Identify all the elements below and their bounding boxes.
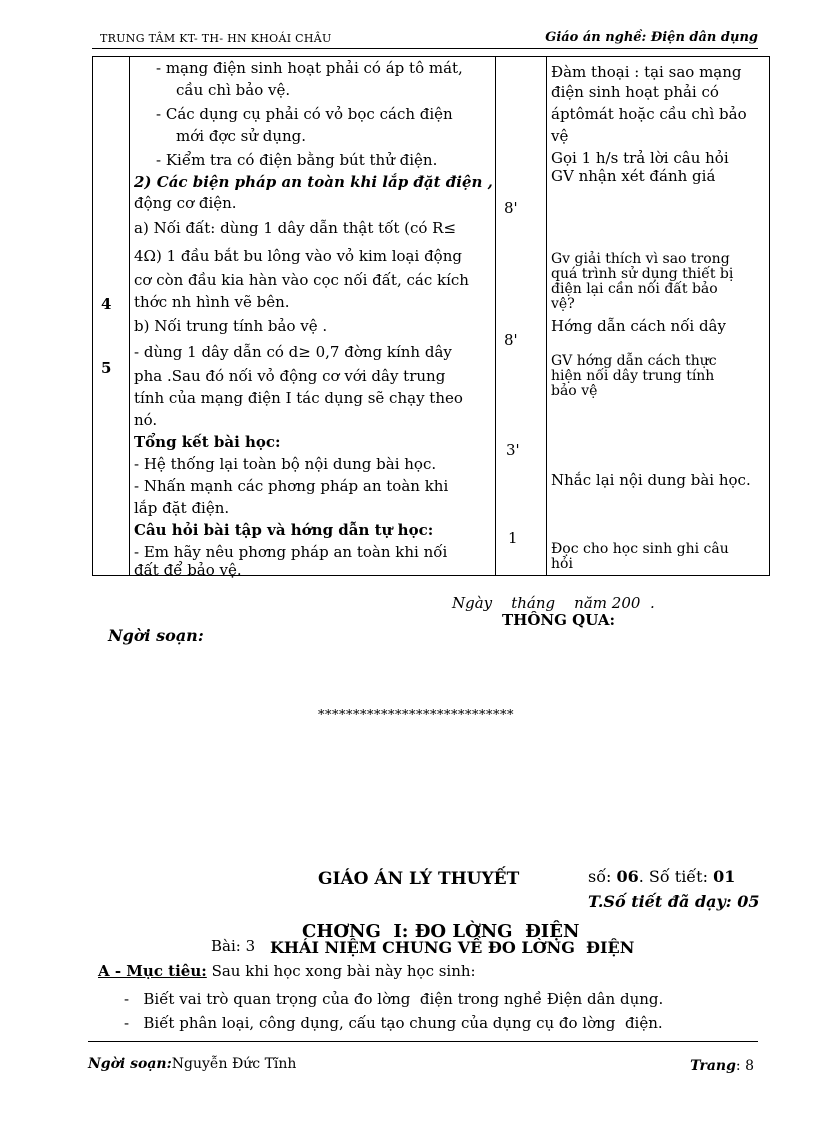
time-value: 1	[508, 529, 518, 547]
chapter-title: CHƠNG I: ĐO LỜNG ĐIỆN	[302, 921, 580, 942]
time-column	[496, 57, 547, 576]
activity-line: Gv giải thích vì sao trong	[551, 251, 730, 267]
activity-line: Đọc cho học sinh ghi câu	[551, 541, 729, 557]
periods-value: 01	[713, 867, 736, 886]
footer-author	[88, 1056, 296, 1072]
separator-stars: ****************************	[318, 708, 514, 723]
step-number: 5	[101, 359, 112, 377]
summary-heading: Tổng kết bài học:	[134, 433, 281, 451]
activity-column	[547, 57, 770, 576]
content-heading: 2) Các biện pháp an toàn khi lắp đặt điện ,	[134, 173, 493, 191]
date-line: Ngày tháng năm 200 .	[452, 594, 655, 612]
activity-line: hiện nối dây trung tính	[551, 368, 715, 384]
preparer-label: Ngời soạn:	[108, 626, 204, 645]
content-line: động cơ điện.	[134, 194, 237, 212]
taught-label: T.Số tiết đã dạy:	[588, 892, 732, 911]
footer-page: Trang: 8	[690, 1058, 754, 1074]
objective-line	[98, 962, 476, 980]
footer-page-label: Trang	[690, 1058, 736, 1074]
step-number: 4	[101, 295, 112, 313]
content-line: - mạng điện sinh hoạt phải có áp tô mát,	[156, 59, 463, 77]
activity-line: quá trình sử dụng thiết bị	[551, 266, 734, 282]
activity-line: Đàm thoại : tại sao mạng	[551, 63, 742, 81]
footer-author-name: Nguyễn Đức Tĩnh	[171, 1056, 297, 1072]
lesson-number-label: số:	[588, 867, 612, 886]
footer-author-label: Ngời soạn:	[88, 1056, 172, 1072]
periods-label: Số tiết:	[648, 867, 708, 886]
content-line: thớc nh hình vẽ bên.	[134, 293, 290, 311]
time-value: 8'	[504, 199, 518, 217]
content-line: đất để bảo vệ.	[134, 561, 242, 579]
activity-line: bảo vệ	[551, 383, 598, 399]
taught-periods-line	[588, 892, 760, 911]
content-line: b) Nối trung tính bảo vệ .	[134, 317, 328, 335]
objective-bullet-text: Biết phân loại, công dụng, cấu tạo chung của dụng cụ đo lờng điện.	[143, 1014, 663, 1032]
activity-line: hỏi	[551, 556, 573, 572]
footer-page-number: 8	[745, 1058, 754, 1074]
lesson-plan-title: GIÁO ÁN LÝ THUYẾT	[318, 869, 520, 889]
objective-bullet-text: Biết vai trò quan trọng của đo lờng điện trong nghề Điện dân dụng.	[143, 990, 664, 1008]
activity-line: vệ	[551, 127, 569, 145]
activity-line: Gọi 1 h/s trả lời câu hỏi	[551, 149, 729, 167]
content-line: 4Ω) 1 đầu bắt bu lông vào vỏ kim loại động	[134, 247, 462, 265]
objective-text: Sau khi học xong bài này học sinh:	[211, 962, 476, 980]
activity-line: Hớng dẫn cách nối dây	[551, 317, 726, 335]
activity-line: GV nhận xét đánh giá	[551, 167, 716, 185]
content-line: - Các dụng cụ phải có vỏ bọc cách điện	[156, 105, 453, 123]
objective-bullet: - Biết vai trò quan trọng của đo lờng điện trong nghề Điện dân dụng.	[124, 990, 664, 1008]
time-value: 8'	[504, 331, 518, 349]
homework-heading: Câu hỏi bài tập và hớng dẫn tự học:	[134, 521, 434, 539]
content-line: pha .Sau đó nối vỏ động cơ với dây trung	[134, 367, 446, 385]
activity-line: vệ?	[551, 296, 575, 312]
content-line: cầu chì bảo vệ.	[176, 81, 291, 99]
header-center-name: TRUNG TÂM KT- TH- HN KHOÁI CHÂU	[100, 32, 332, 45]
lesson-number-line: số: 06. Số tiết: 01	[588, 867, 736, 886]
activity-line: Nhắc lại nội dung bài học.	[551, 471, 751, 489]
content-line: - Hệ thống lại toàn bộ nội dung bài học.	[134, 455, 437, 473]
lesson-number: 06	[616, 867, 639, 886]
activity-line: GV hớng dẫn cách thực	[551, 353, 717, 369]
content-line: - dùng 1 dây dẫn có d≥ 0,7 đờng kính dây	[134, 343, 452, 361]
objective-label: A - Mục tiêu:	[98, 962, 207, 980]
objective-bullet: - Biết phân loại, công dụng, cấu tạo chung của dụng cụ đo lờng điện.	[124, 1014, 663, 1032]
taught-value: 05	[737, 892, 760, 911]
approval-label: THÔNG QUA:	[502, 611, 616, 629]
header-rule	[92, 48, 758, 49]
lesson-label: Bài: 3	[211, 937, 256, 955]
activity-line: điện lại cần nối đất bảo	[551, 281, 718, 297]
footer-rule	[88, 1041, 758, 1042]
content-line: - Nhấn mạnh các phơng pháp an toàn khi	[134, 477, 449, 495]
activity-line: áptômát hoặc cầu chì bảo	[551, 105, 747, 123]
content-line: mới đợc sử dụng.	[176, 127, 307, 145]
time-value: 3'	[506, 441, 520, 459]
content-column	[130, 57, 496, 579]
lesson-table	[92, 56, 770, 579]
content-line: a) Nối đất: dùng 1 dây dẫn thật tốt (có R≤	[134, 219, 457, 237]
content-line: tính của mạng điện I tác dụng sẽ chạy theo	[134, 389, 463, 407]
lesson-title: KHÁI NIỆM CHUNG VỀ ĐO LỜNG ĐIỆN	[270, 938, 635, 957]
content-line: lắp đặt điện.	[134, 499, 230, 517]
content-line: nó.	[134, 411, 158, 429]
step-number-column	[93, 57, 130, 576]
header-subject: Giáo án nghề: Điện dân dụng	[545, 30, 758, 45]
content-line: - Kiểm tra có điện bằng bút thử điện.	[156, 151, 438, 169]
activity-line: điện sinh hoạt phải có	[551, 83, 719, 101]
content-line: - Em hãy nêu phơng pháp an toàn khi nối	[134, 543, 448, 561]
content-line: cơ còn đầu kia hàn vào cọc nối đất, các kích	[134, 271, 469, 289]
